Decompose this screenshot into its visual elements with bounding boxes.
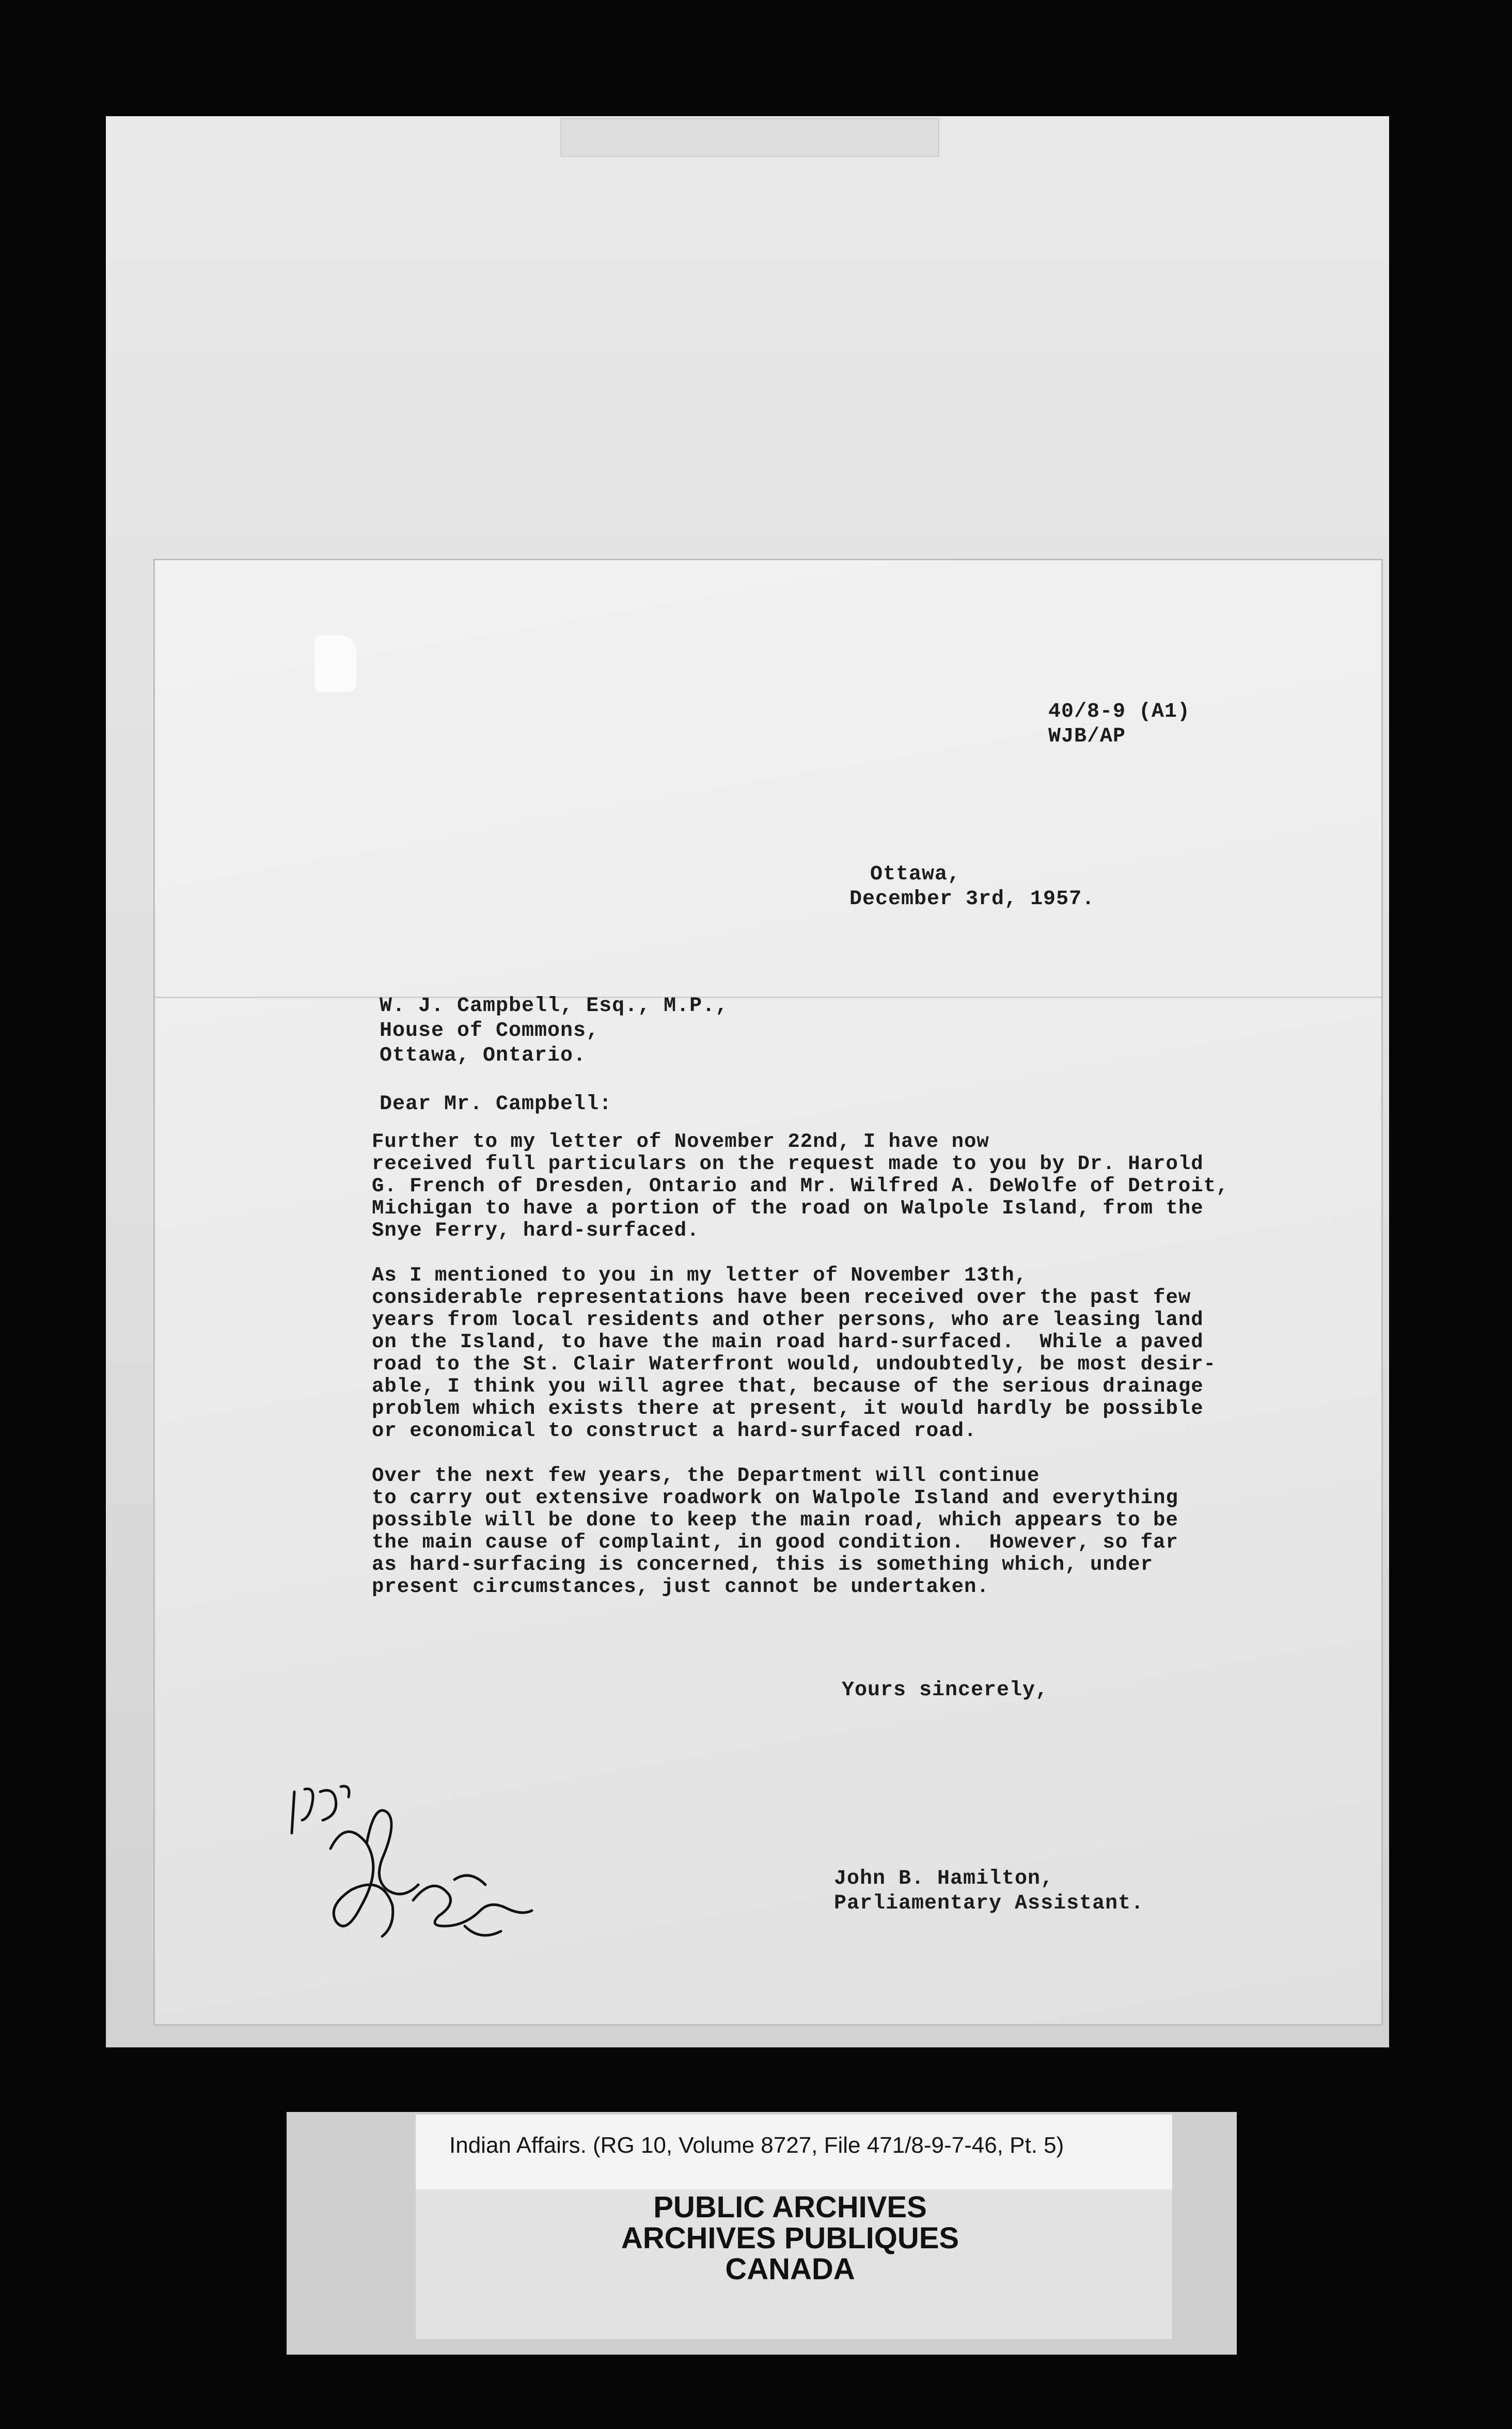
letter-body — [372, 1131, 1228, 1598]
place: Ottawa, — [870, 863, 961, 886]
dateline — [849, 862, 1095, 912]
archive-file-reference: Indian Affairs. (RG 10, Volume 8727, File 471/8-9-7-46, Pt. 5) — [449, 2133, 1064, 2158]
recipient-line-3: Ottawa, Ontario. — [380, 1044, 587, 1067]
page-fold-line — [155, 997, 1381, 998]
letter-page — [155, 560, 1381, 2024]
recipient-name: W. J. Campbell, Esq., M.P., — [380, 995, 729, 1018]
date: December 3rd, 1957. — [849, 888, 1095, 911]
institution-english: PUBLIC ARCHIVES — [653, 2190, 927, 2224]
handwritten-signature-icon — [284, 1771, 553, 1967]
paper-clip-mark — [315, 635, 356, 692]
typist-initials: WJB/AP — [1048, 725, 1126, 748]
signatory-block — [834, 1867, 1144, 1916]
recipient-line-2: House of Commons, — [380, 1019, 600, 1043]
paragraph-3: Over the next few years, the Department will continue to carry out extensive roadwork on Walpole Island and everything possible will be done to keep the main road, which appears to be the main cause of complaint, in good condition. However, so far as hard-surfacing is concerned, this is something which, under present circumstances, just cannot be undertaken. — [372, 1464, 1178, 1598]
signatory-name: John B. Hamilton, — [834, 1867, 1054, 1890]
backing-sheet-tab — [560, 118, 939, 157]
paragraph-2: As I mentioned to you in my letter of November 13th, considerable representations have been received over the past few years from local residents and other persons, who are leasing land on the Island, to have the main road hard-surfaced. While a paved road to the St. Clair Waterfront would, undoubtedly, be most desir- able, I think you will agree that, because of the serious drainage problem which exists there at present, it would hardly be possible or economical to construct a hard-surfaced road. — [372, 1264, 1217, 1442]
archives-institution-block — [537, 2192, 1043, 2285]
file-number: 40/8-9 (A1) — [1048, 700, 1191, 723]
recipient-address — [380, 994, 728, 1068]
paragraph-1: Further to my letter of November 22nd, I have now received full particulars on the request made to you by Dr. Harold G. French of Dresden, Ontario and Mr. Wilfred A. DeWolfe of Detroit, Michigan to have a portion of the road on Walpole Island, from the Snye Ferry, hard-surfaced. — [372, 1130, 1229, 1242]
institution-country: CANADA — [725, 2252, 855, 2286]
complimentary-closing: Yours sincerely, — [842, 1679, 1049, 1702]
signatory-title: Parliamentary Assistant. — [834, 1892, 1144, 1915]
salutation: Dear Mr. Campbell: — [380, 1093, 612, 1116]
file-reference-block — [1048, 700, 1190, 749]
institution-french: ARCHIVES PUBLIQUES — [621, 2221, 959, 2255]
